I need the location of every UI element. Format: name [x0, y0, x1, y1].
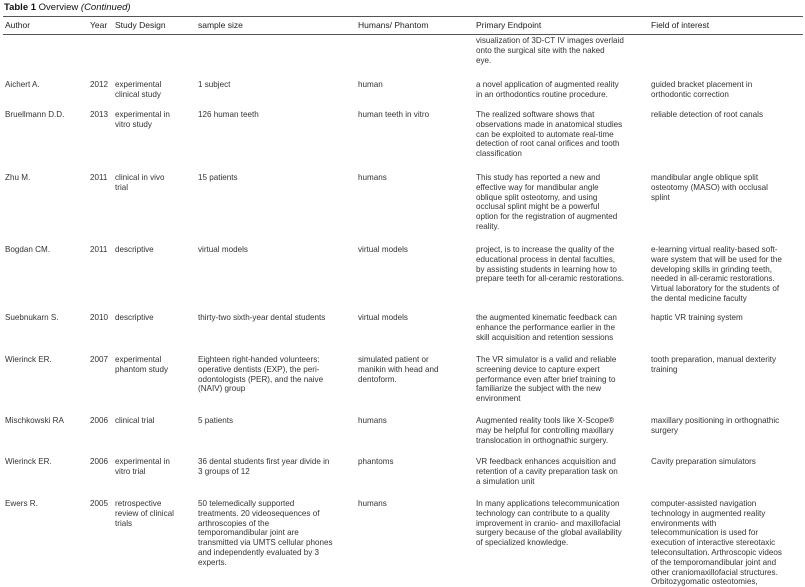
cell-author	[3, 33, 88, 77]
cell-year: 2006	[90, 457, 109, 466]
cell-field: reliable detection of root canals	[651, 110, 764, 119]
cell-field: computer-assisted navigation technology in augmented reality environments with telecommunication is used for execution of interactive stereotaxic teleconsultation. Arthroscopic videos of the temporomandibular joint and other craniomaxillofacial structures. Orbitozygomatic osteotomies,	[651, 499, 782, 587]
cell-year: 2011	[90, 173, 108, 182]
cell-field: e-learning virtual reality-based soft- ware system that will be used for the developing skills in grinding teeth, needed in all-ceramic restorations. Virtual laboratory for the students of the dental medicine faculty	[651, 245, 782, 303]
table-row	[3, 242, 803, 310]
cell-design: experimental phantom study	[115, 355, 169, 374]
cell-size: virtual models	[198, 245, 248, 254]
col-humans-phantom: Humans/ Phantom	[358, 20, 429, 30]
table-row	[3, 77, 803, 107]
table-row	[3, 454, 803, 496]
cell-humans: virtual models	[358, 245, 408, 254]
cell-year: 2010	[90, 313, 109, 322]
cell-humans: humans	[358, 499, 387, 508]
cell-year: 2013	[90, 110, 109, 119]
cell-size: 15 patients	[198, 173, 238, 182]
cell-author: Wierinck ER.	[5, 355, 52, 364]
table-row	[3, 170, 803, 242]
cell-endpoint: In many applications telecommunication technology can contribute to a quality improvement in cranio- and maxillofacial surgery because of the global availability of specialized knowledge.	[476, 499, 622, 548]
cell-author: Mischkowski RA	[5, 416, 64, 425]
cell-author: Aichert A.	[5, 80, 40, 89]
cell-size: 126 human teeth	[198, 110, 259, 119]
cell-endpoint: visualization of 3D-CT IV images overlaid onto the surgical site with the naked eye.	[476, 36, 624, 65]
table-label: Table 1	[4, 2, 37, 13]
cell-year	[88, 33, 113, 77]
cell-design: clinical trial	[115, 416, 155, 425]
cell-endpoint: project, is to increase the quality of the educational process in dental faculties, by assisting students in learning how to prepare teeth for all-ceramic restorations.	[476, 245, 624, 284]
cell-design: clinical in vivo trial	[115, 173, 165, 192]
cell-humans: simulated patient or manikin with head and dentoform.	[358, 355, 439, 384]
cell-humans: human teeth in vitro	[358, 110, 430, 119]
cell-humans: humans	[358, 416, 387, 425]
cell-size	[196, 33, 356, 77]
cell-endpoint: The realized software shows that observations made in anatomical studies can be exploited to automate real-time detection of root canal orifices and tooth classification	[476, 110, 623, 159]
cell-size: 5 patients	[198, 416, 234, 425]
cell-endpoint: The VR simulator is a valid and reliable screening device to capture expert performance even after brief training to familiarize the subject with the new environment	[476, 355, 617, 404]
table-row	[3, 310, 803, 352]
cell-field: tooth preparation, manual dexterity training	[651, 355, 777, 374]
cell-year: 2007	[90, 355, 109, 364]
cell-author: Suebnukarn S.	[5, 313, 59, 322]
cell-author: Ewers R.	[5, 499, 38, 508]
cell-year: 2005	[90, 499, 109, 508]
cell-size: Eighteen right-handed volunteers: operative dentists (EXP), the peri- odontologists (PER), and the naive (NAIV) group	[198, 355, 324, 394]
cell-endpoint: Augmented reality tools like X-Scope® may be helpful for controlling maxillary translocation in orthognathic surgery.	[476, 416, 615, 445]
cell-humans: humans	[358, 173, 387, 182]
table-title: Overview	[38, 2, 79, 13]
col-primary-endpoint: Primary Endpoint	[476, 20, 542, 30]
table-row	[3, 352, 803, 413]
table-row	[3, 496, 803, 587]
table-continued: (Continued)	[80, 2, 131, 13]
cell-design	[113, 33, 196, 77]
cell-field: Cavity preparation simulators	[651, 457, 756, 466]
cell-field: mandibular angle oblique split osteotomy (MASO) with occlusal splint	[651, 173, 768, 202]
cell-author: Bogdan CM.	[5, 245, 50, 254]
cell-endpoint: a novel application of augmented reality in an orthodontics routine procedure.	[476, 80, 619, 99]
col-author: Author	[5, 20, 31, 30]
cell-design: descriptive	[115, 245, 154, 254]
cell-author: Zhu M.	[5, 173, 31, 182]
col-sample-size: sample size	[198, 20, 243, 30]
cell-design: experimental in vitro study	[115, 110, 170, 129]
cell-endpoint: VR feedback enhances acquisition and retention of a cavity preparation task on a simulation unit	[476, 457, 618, 486]
cell-endpoint: the augmented kinematic feedback can enhance the performance earlier in the skill acquisition and retention sessions	[476, 313, 617, 342]
cell-size: thirty-two sixth-year dental students	[198, 313, 326, 322]
cell-author: Wierinck ER.	[5, 457, 52, 466]
cell-field: guided bracket placement in orthodontic correction	[651, 80, 753, 99]
cell-design: retrospective review of clinical trials	[115, 499, 174, 528]
cell-field: maxillary positioning in orthognathic surgery	[651, 416, 780, 435]
table-row	[3, 413, 803, 454]
cell-design: experimental in vitro trial	[115, 457, 170, 476]
cell-design: descriptive	[115, 313, 154, 322]
cell-year: 2006	[90, 416, 109, 425]
cell-author: Bruellmann D.D.	[5, 110, 65, 119]
cell-design: experimental clinical study	[115, 80, 162, 99]
table-caption	[4, 2, 131, 13]
header-row	[3, 20, 803, 33]
col-field-of-interest: Field of interest	[651, 20, 710, 30]
cell-year: 2011	[90, 245, 108, 254]
col-year: Year	[90, 20, 108, 30]
cell-size: 36 dental students first year divide in 3 groups of 12	[198, 457, 330, 476]
overview-table	[3, 20, 803, 587]
cell-size: 1 subject	[198, 80, 231, 89]
cell-year: 2012	[90, 80, 109, 89]
cell-humans	[356, 33, 474, 77]
cell-field	[649, 33, 803, 77]
cell-field: haptic VR training system	[651, 313, 743, 322]
cell-humans: virtual models	[358, 313, 408, 322]
col-study-design: Study Design	[115, 20, 166, 30]
cell-humans: human	[358, 80, 383, 89]
table-row	[3, 107, 803, 170]
cell-size: 50 telemedically supported treatments. 20 videosequences of arthroscopies of the temporomandibular joint are transmitted via UMTS cellular phones and independently evaluated by 3 experts.	[198, 499, 333, 567]
top-rule	[3, 16, 803, 17]
cell-humans: phantoms	[358, 457, 394, 466]
cell-endpoint: This study has reported a new and effective way for mandibular angle oblique split osteotomy, and using occlusal splint might be a powerful option for the registration of augmented reality.	[476, 173, 618, 231]
table-row	[3, 33, 803, 77]
